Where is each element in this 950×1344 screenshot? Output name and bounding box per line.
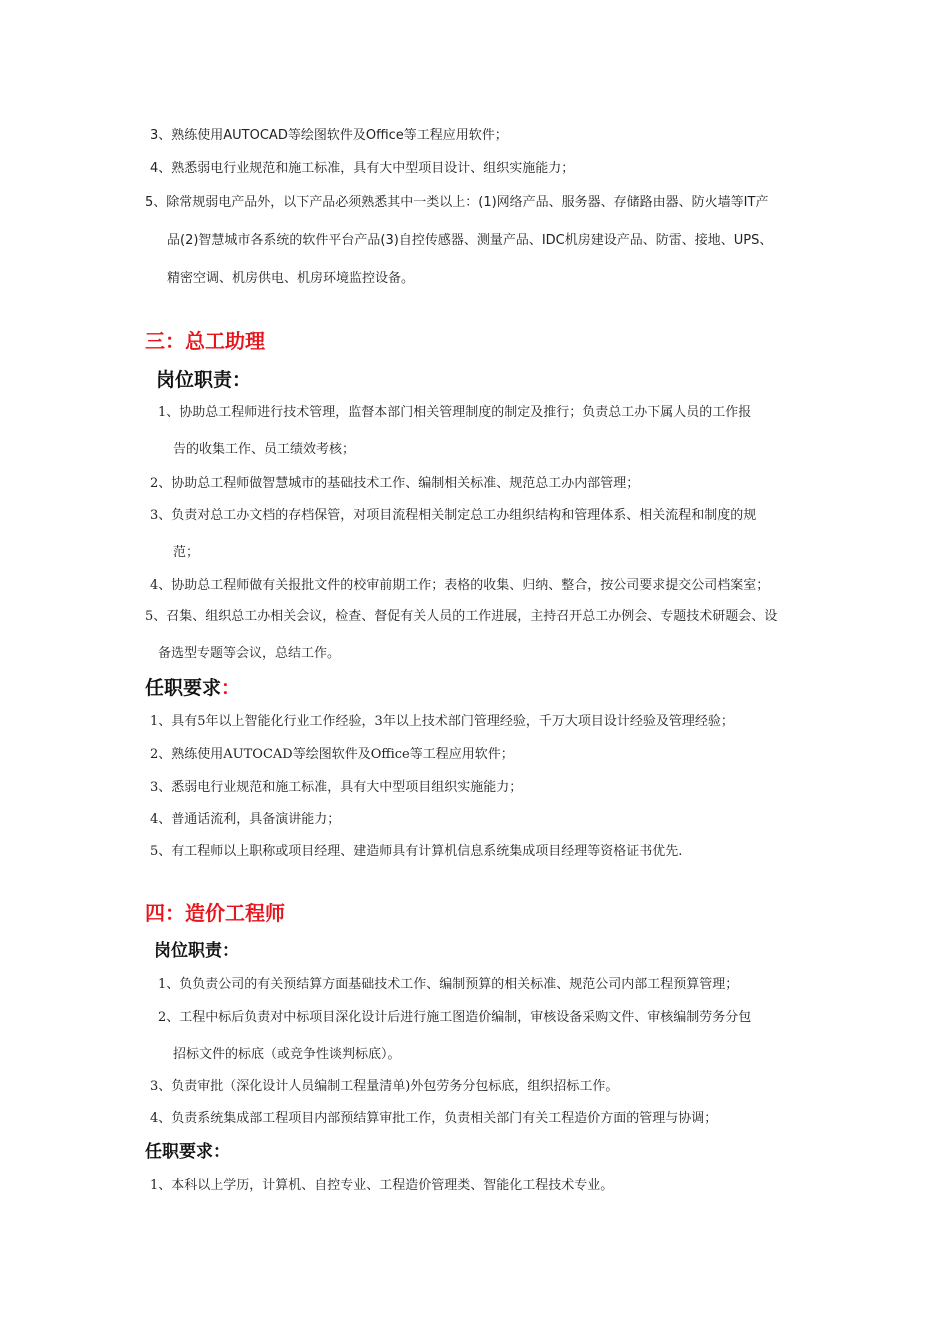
section3-req-3: 3、悉弱电行业规范和施工标准，具有大中型项目组织实施能力；: [150, 780, 523, 795]
section3-duty-1: 1、协助总工程师进行技术管理，监督本部门相关管理制度的制定及推行；负责总工办下属人员的工作报: [158, 405, 752, 420]
section3-req-colon: ：: [221, 677, 241, 699]
section3-duty-3-cont: 范；: [173, 545, 200, 560]
section3-req-4: 4、普通话流利，具备演讲能力；: [150, 812, 341, 827]
section3-req-5: 5、有工程师以上职称或项目经理、建造师具有计算机信息系统集成项目经理等资格证书优先.: [150, 844, 683, 859]
section3-req-heading: [145, 676, 240, 700]
section3-duty-2: 2、协助总工程师做智慧城市的基础技术工作、编制相关标准、规范总工办内部管理；: [150, 476, 640, 491]
section3-duty-5: 5、召集、组织总工办相关会议，检查、督促有关人员的工作进展，主持召开总工办例会、专题技术研题会、设: [145, 609, 778, 624]
section4-duty-4: 4、负责系统集成部工程项目内部预结算审批工作，负责相关部门有关工程造价方面的管理与协调；: [150, 1111, 718, 1126]
section3-req-1: 1、具有5年以上智能化行业工作经验，3年以上技术部门管理经验，千万大项目设计经验及管理经验；: [150, 714, 734, 729]
section4-duty-2: 2、工程中标后负责对中标项目深化设计后进行施工图造价编制，审核设备采购文件、审核编制劳务分包: [158, 1010, 752, 1025]
section3-duties-heading: 岗位职责：: [156, 369, 252, 391]
section4-duty-1: 1、负负责公司的有关预结算方面基础技术工作、编制预算的相关标准、规范公司内部工程预算管理；: [158, 977, 739, 992]
section3-duty-3: 3、负责对总工办文档的存档保管，对项目流程相关制定总工办组织结构和管理体系、相关流程和制度的规: [150, 508, 757, 523]
section4-duty-2-cont: 招标文件的标底（或竞争性谈判标底）。: [173, 1047, 401, 1062]
section4-req-heading: 任职要求：: [145, 1142, 230, 1162]
top-list-item-5-cont-2: 精密空调、机房供电、机房环境监控设备。: [167, 271, 415, 286]
top-list-item-5: 5、除常规弱电产品外，以下产品必须熟悉其中一类以上：(1)网络产品、服务器、存储路由器、防火墙等IT产: [145, 195, 769, 210]
section4-req-1: 1、本科以上学历，计算机、自控专业、工程造价管理类、智能化工程技术专业。: [150, 1178, 614, 1193]
section3-duty-4: 4、协助总工程师做有关报批文件的校审前期工作；表格的收集、归纳、整合，按公司要求提交公司档案室；: [150, 578, 770, 593]
top-list-item-3: 3、熟练使用AUTOCAD等绘图软件及Office等工程应用软件；: [150, 128, 508, 143]
section4-heading: 四：造价工程师: [145, 901, 285, 925]
section3-heading: 三：总工助理: [145, 329, 265, 353]
top-list-item-4: 4、熟悉弱电行业规范和施工标准，具有大中型项目设计、组织实施能力；: [150, 161, 575, 176]
section3-duty-5-cont: 备选型专题等会议，总结工作。: [158, 646, 341, 661]
section3-req-heading-text: 任职要求: [145, 677, 222, 699]
section4-duty-3: 3、负责审批（深化设计人员编制工程量清单)外包劳务分包标底，组织招标工作。: [150, 1079, 619, 1094]
section3-duty-1-cont: 告的收集工作、员工绩效考核；: [173, 442, 356, 457]
section4-duties-heading: 岗位职责：: [154, 941, 239, 961]
section3-req-2: 2、熟练使用AUTOCAD等绘图软件及Office等工程应用软件；: [150, 747, 514, 762]
top-list-item-5-cont-1: 品(2)智慧城市各系统的软件平台产品(3)自控传感器、测量产品、IDC机房建设产品、防雷、接地、UPS、: [167, 233, 773, 248]
